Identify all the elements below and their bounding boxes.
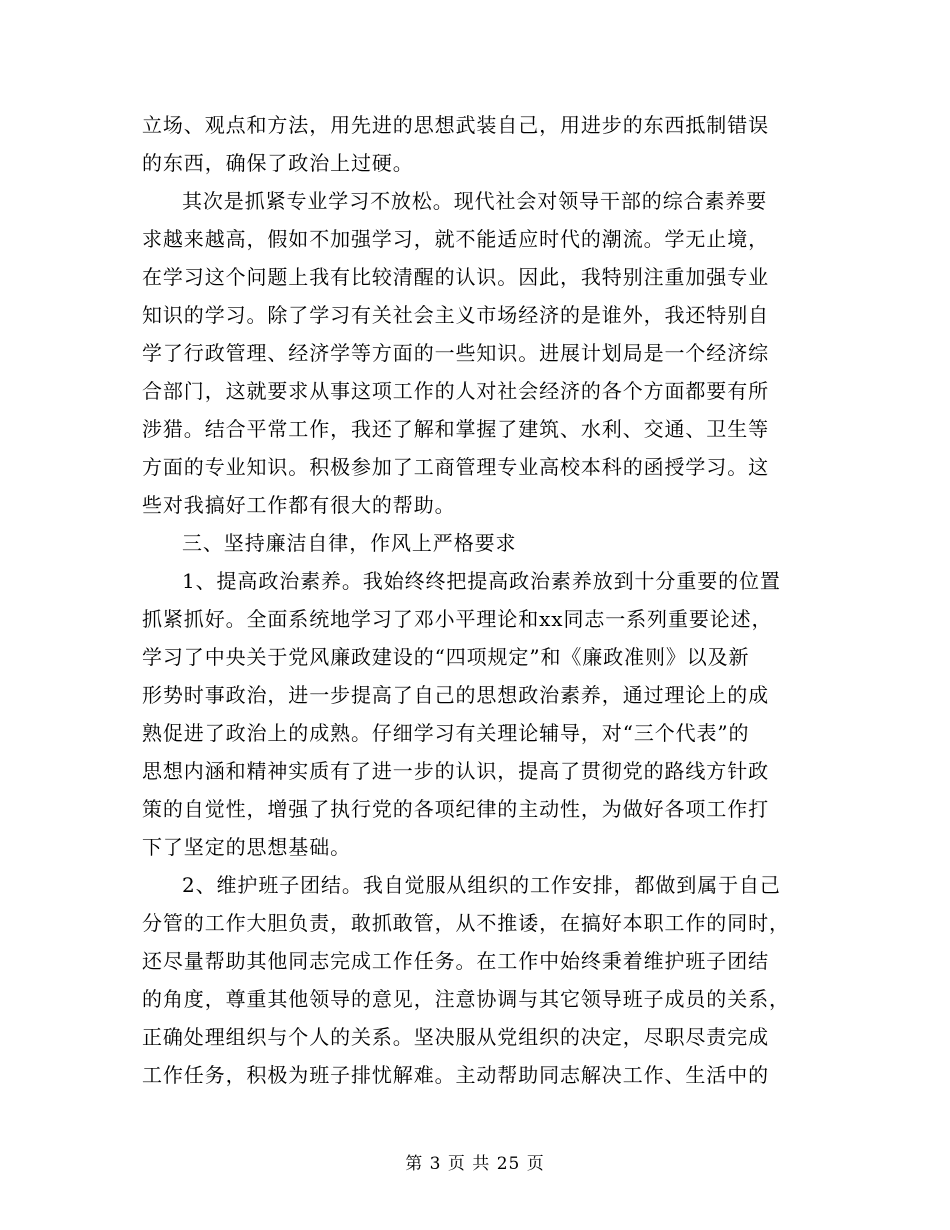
text-line: 学习了中央关于党风廉政建设的“四项规定”和《廉政准则》以及新 (142, 645, 750, 669)
text-line: 立场、观点和方法，用先进的思想武装自己，用进步的东西抵制错误 (142, 113, 769, 137)
text-line: 策的自觉性，增强了执行党的各项纪律的主动性，为做好各项工作打 (142, 797, 769, 821)
text-line: 抓紧抓好。全面系统地学习了邓小平理论和xx同志一系列重要论述， (142, 607, 773, 631)
text-line: 些对我搞好工作都有很大的帮助。 (142, 493, 456, 517)
text-line: 的东西，确保了政治上过硬。 (142, 151, 414, 175)
text-line: 2、维护班子团结。我自觉服从组织的工作安排，都做到属于自己 (182, 873, 781, 897)
text-line: 的角度，尊重其他领导的意见，注意协调与其它领导班子成员的关系， (142, 987, 790, 1011)
text-line: 工作任务，积极为班子排忧解难。主动帮助同志解决工作、生活中的 (142, 1063, 769, 1087)
text-line: 求越来越高，假如不加强学习，就不能适应时代的潮流。学无止境， (142, 227, 769, 251)
text-line: 涉猎。结合平常工作，我还了解和掌握了建筑、水利、交通、卫生等 (142, 417, 769, 441)
page-number-footer: 第 3 页 共 25 页 (405, 1154, 545, 1174)
text-line: 其次是抓紧专业学习不放松。现代社会对领导干部的综合素养要 (182, 189, 768, 213)
text-line: 1、提高政治素养。我始终终把提高政治素养放到十分重要的位置 (182, 569, 781, 593)
text-line: 正确处理组织与个人的关系。坚决服从党组织的决定，尽职尽责完成 (142, 1025, 769, 1049)
section-heading: 三、坚持廉洁自律，作风上严格要求 (182, 531, 517, 555)
text-line: 下了坚定的思想基础。 (142, 835, 351, 859)
text-line: 分管的工作大胆负责，敢抓敢管，从不推诿，在搞好本职工作的同时， (142, 911, 790, 935)
text-line: 形势时事政治，进一步提高了自己的思想政治素养，通过理论上的成 (142, 683, 769, 707)
text-line: 知识的学习。除了学习有关社会主义市场经济的是谁外，我还特别自 (142, 303, 769, 327)
text-line: 还尽量帮助其他同志完成工作任务。在工作中始终秉着维护班子团结 (142, 949, 769, 973)
text-line: 在学习这个问题上我有比较清醒的认识。因此，我特别注重加强专业 (142, 265, 769, 289)
text-line: 合部门，这就要求从事这项工作的人对社会经济的各个方面都要有所 (142, 379, 769, 403)
text-line: 方面的专业知识。积极参加了工商管理专业高校本科的函授学习。这 (142, 455, 769, 479)
text-line: 熟促进了政治上的成熟。仔细学习有关理论辅导，对“三个代表”的 (142, 721, 750, 745)
text-line: 思想内涵和精神实质有了进一步的认识，提高了贯彻党的路线方针政 (142, 759, 769, 783)
text-line: 学了行政管理、经济学等方面的一些知识。进展计划局是一个经济综 (142, 341, 769, 365)
